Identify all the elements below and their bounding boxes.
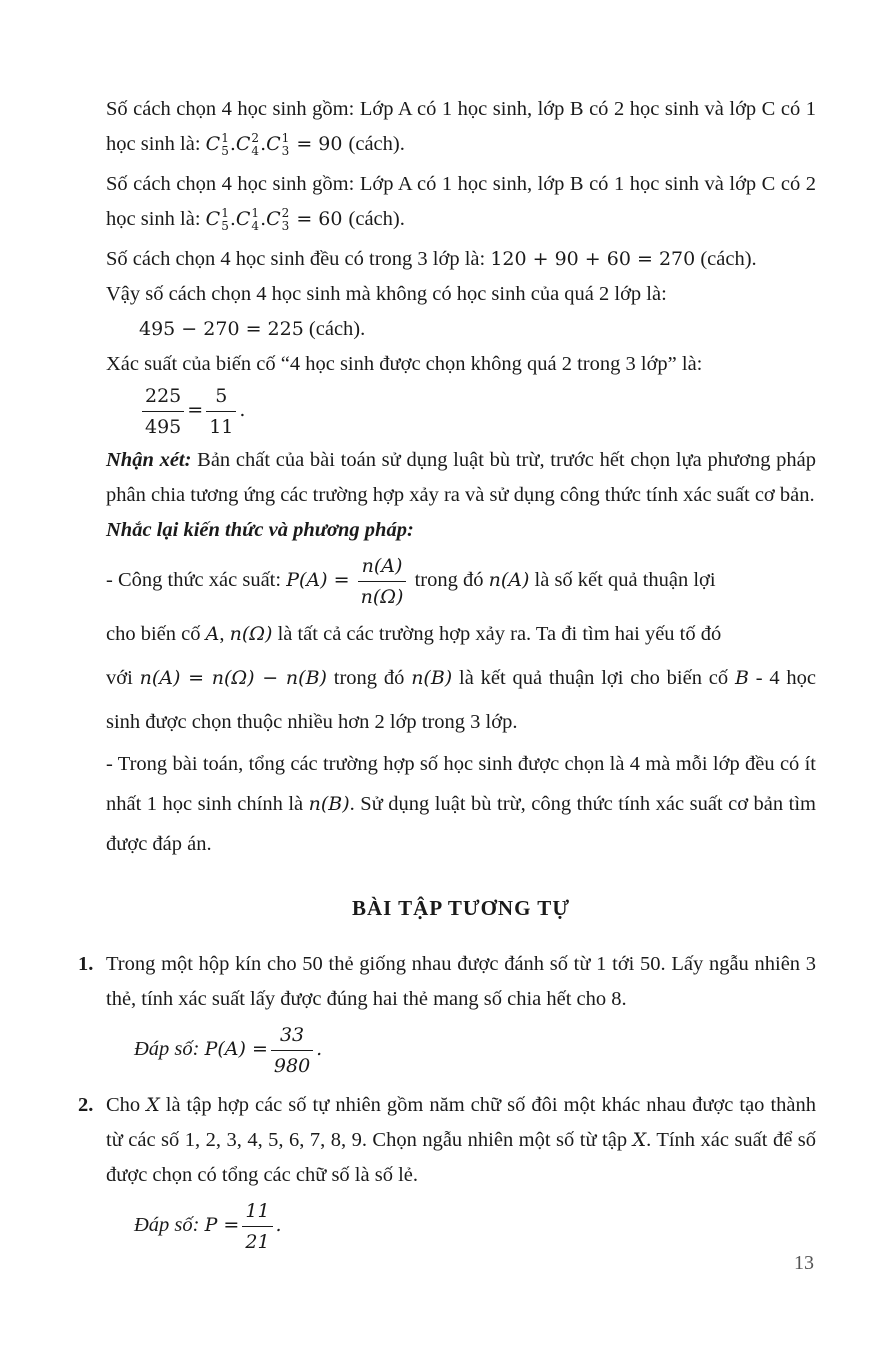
sum-expression: 120 + 90 + 60 = 270	[490, 248, 696, 270]
probability-fraction: $\frac{n(A)}{n(\Omega)}$	[358, 554, 407, 609]
exercise-number: 2.	[78, 1094, 94, 1116]
recall-title: Nhắc lại kiến thức và phương pháp:	[106, 519, 414, 541]
paragraph-difference: 495 − 270 = 225 (cách).	[139, 318, 366, 340]
exercise-number: 1.	[78, 953, 94, 975]
method-note: - Trong bài toán, tổng các trường hợp số học sinh được chọn là 4 mà mỗi lớp đều có ít nhất 1 học sinh chính là n(B). Sử dụng luật bù trừ, công thức tính xác suất cơ bản tìm được đáp án.	[106, 753, 816, 855]
exercise-answer: Đáp số: P(A) = $\frac{33}{980}$ .	[134, 1024, 323, 1077]
exercise-text: Cho X là tập hợp các số tự nhiên gồm năm chữ số đôi một khác nhau được tạo thành từ các số 1, 2, 3, 4, 5, 6, 7, 8, 9. Chọn ngẫu nhiên một số từ tập X. Tính xác suất để số được chọn có tổng các chữ số là số lẻ.	[106, 1094, 816, 1186]
text: (cách).	[348, 133, 405, 155]
exercise-1	[78, 947, 816, 1078]
difference-expression: 495 − 270 = 225	[139, 318, 304, 340]
probability-result: $\frac{225}{495}$ = $\frac{5}{11}$ .	[106, 384, 816, 439]
exercise-answer: Đáp số: P = $\frac{11}{21}$ .	[134, 1200, 282, 1253]
fraction: $\frac{5}{11}$	[206, 384, 236, 439]
page-number: 13	[794, 1252, 814, 1274]
fraction: $\frac{33}{980}$	[271, 1023, 313, 1078]
remark-label: Nhận xét:	[106, 449, 192, 471]
formula-explanation: cho biến cố A, n(Ω) là tất cả các trường hợp xảy ra. Ta đi tìm hai yếu tố đó	[106, 623, 722, 645]
paragraph-probability: Xác suất của biến cố “4 học sinh được chọn không quá 2 trong 3 lớp” là:	[106, 353, 703, 375]
formula-line: - Công thức xác suất: P(A) = $\frac{n(A)}{n(\Omega)}$ trong đó n(A) là số kết quả thuận lợi	[106, 554, 716, 608]
paragraph-case-b2	[106, 92, 816, 162]
exercise-text: Trong một hộp kín cho 50 thẻ giống nhau được đánh số từ 1 tới 50. Lấy ngẫu nhiên 3 thẻ, tính xác suất lấy được đúng hai thẻ mang số chia hết cho 8.	[106, 953, 816, 1010]
section-title: BÀI TẬP TƯƠNG TỰ	[351, 896, 571, 920]
text: Số cách chọn 4 học sinh gồm: Lớp A có 1 học sinh, lớp B có 1 học sinh và lớp C có 2 học sinh là:	[106, 173, 816, 230]
exercise-2	[78, 1088, 816, 1254]
paragraph-total: Số cách chọn 4 học sinh đều có trong 3 lớp là: 120 + 90 + 60 = 270 (cách).	[106, 248, 757, 270]
combination-expression: C 1 5 .C 2 4 .C 1 3 = 90	[205, 131, 343, 158]
combination-expression: C 1 5 .C 1 4 .C 2 3 = 60	[205, 206, 343, 233]
paragraph-conclusion: Vậy số cách chọn 4 học sinh mà không có học sinh của quá 2 lớp là:	[106, 283, 667, 305]
text: Số cách chọn 4 học sinh gồm: Lớp A có 1 học sinh, lớp B có 2 học sinh và lớp C có 1 học sinh là:	[106, 98, 816, 155]
formula-explanation-2: với n(A) = n(Ω) − n(B) trong đó n(B) là kết quả thuận lợi cho biến cố B - 4 học sinh được chọn thuộc nhiều hơn 2 lớp trong 3 lớp.	[106, 667, 817, 733]
remark: Nhận xét: Bản chất của bài toán sử dụng luật bù trừ, trước hết chọn lựa phương pháp phân chia tương ứng các trường hợp xảy ra và sử dụng công thức tính xác suất cơ bản.	[106, 449, 816, 506]
fraction: $\frac{225}{495}$	[142, 384, 184, 439]
page-content	[78, 92, 817, 1264]
paragraph-case-c2	[106, 167, 816, 237]
fraction: $\frac{11}{21}$	[242, 1199, 272, 1254]
text: (cách).	[348, 208, 405, 230]
